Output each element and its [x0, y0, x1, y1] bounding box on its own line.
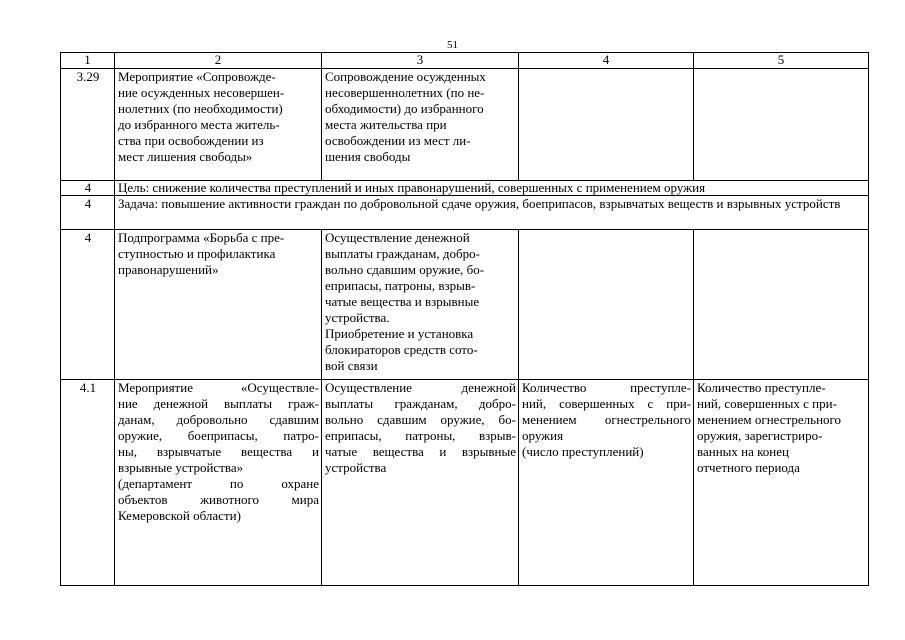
- indicator-cell: [519, 380, 694, 586]
- text-line: ступностью и профилактика: [118, 246, 276, 261]
- indicator-cell: [694, 69, 869, 181]
- text-line: отчетного периода: [697, 460, 800, 475]
- text-line: нолетних (по необходимости): [118, 101, 283, 116]
- text-line: Кемеровской области): [118, 508, 241, 523]
- table-row-program: [61, 230, 869, 380]
- text-line: Осуществление денежной: [325, 230, 470, 245]
- program-content-cell: [322, 230, 519, 380]
- header-cell-3: 3: [322, 53, 519, 69]
- measures-table: [60, 52, 869, 586]
- row-number: 4: [61, 196, 115, 230]
- header-cell-4: 4: [519, 53, 694, 69]
- goal-text: Цель: снижение количества преступлений и иных правонарушений, совершенных с применением оружия: [115, 181, 869, 196]
- text-line: устройства.: [325, 310, 390, 325]
- text-line: места жительства при: [325, 117, 447, 132]
- text-line: ние денежной выплаты граж-: [118, 396, 319, 411]
- text-line: ства при освобождении из: [118, 133, 264, 148]
- row-number: 4: [61, 230, 115, 380]
- text-line: Количество преступле-: [697, 380, 826, 395]
- text-line: взрывные устройства»: [118, 460, 244, 475]
- header-cell-2: 2: [115, 53, 322, 69]
- text-line: несовершеннолетних (по не-: [325, 85, 485, 100]
- text-line: еприпасы, патроны, взрыв-: [325, 428, 516, 443]
- text-line: ний, совершенных с при-: [697, 396, 837, 411]
- text-line: Количество преступле-: [522, 380, 691, 395]
- text-line: оружие, боеприпасы, патро-: [118, 428, 319, 443]
- measure-content-cell: [322, 380, 519, 586]
- text-line: ний, совершенных с при-: [522, 396, 691, 411]
- row-number: 4.1: [61, 380, 115, 586]
- text-line: объектов животного мира: [118, 492, 319, 507]
- table-row-task: [61, 196, 869, 230]
- indicator-cell: [519, 230, 694, 380]
- text-line: менением огнестрельного: [697, 412, 842, 427]
- table-row-goal: [61, 181, 869, 196]
- program-name-cell: [115, 230, 322, 380]
- text-line: (число преступлений): [522, 444, 644, 459]
- row-number: 3.29: [61, 69, 115, 181]
- task-text: Задача: повышение активности граждан по добровольной сдаче оружия, боеприпасов, взрывчатых веществ и взрывных устройств: [115, 196, 869, 230]
- text-line: выплаты гражданам, добро-: [325, 396, 516, 411]
- text-line: мест лишения свободы»: [118, 149, 253, 164]
- text-line: Мероприятие «Осуществле-: [118, 380, 319, 395]
- table-header-row: [61, 53, 869, 69]
- text-line: ны, взрывчатые вещества и: [118, 444, 319, 459]
- text-line: чатые вещества и взрывные: [325, 294, 480, 309]
- text-line: до избранного места житель-: [118, 117, 280, 132]
- text-line: Мероприятие «Сопровожде-: [118, 69, 276, 84]
- text-line: чатые вещества и взрывные: [325, 444, 516, 459]
- text-line: шения свободы: [325, 149, 411, 164]
- text-line: устройства: [325, 460, 387, 475]
- header-cell-1: 1: [61, 53, 115, 69]
- text-line: еприпасы, патроны, взрыв-: [325, 278, 476, 293]
- row-number: 4: [61, 181, 115, 196]
- measure-name-cell: [115, 69, 322, 181]
- text-line: (департамент по охране: [118, 476, 319, 491]
- text-line: Подпрограмма «Борьба с пре-: [118, 230, 285, 245]
- text-line: менением огнестрельного: [522, 412, 691, 427]
- indicator-cell: [694, 380, 869, 586]
- text-line: освобождении из мест ли-: [325, 133, 471, 148]
- text-line: Приобретение и установка: [325, 326, 474, 341]
- text-line: данам, добровольно сдавшим: [118, 412, 319, 427]
- measure-name-cell: [115, 380, 322, 586]
- text-line: обходимости) до избранного: [325, 101, 484, 116]
- text-line: оружия, зарегистриро-: [697, 428, 823, 443]
- text-line: ванных на конец: [697, 444, 789, 459]
- text-line: вольно сдавшим оружие, бо-: [325, 412, 516, 427]
- indicator-cell: [694, 230, 869, 380]
- measure-content-cell: [322, 69, 519, 181]
- header-cell-5: 5: [694, 53, 869, 69]
- table-row-4-1: [61, 380, 869, 586]
- text-line: ние осужденных несовершен-: [118, 85, 285, 100]
- page-number: 51: [447, 39, 458, 51]
- table-row-3-29: [61, 69, 869, 181]
- text-line: Сопровождение осужденных: [325, 69, 486, 84]
- text-line: блокираторов средств сото-: [325, 342, 478, 357]
- text-line: вольно сдавшим оружие, бо-: [325, 262, 485, 277]
- indicator-cell: [519, 69, 694, 181]
- text-line: выплаты гражданам, добро-: [325, 246, 480, 261]
- text-line: оружия: [522, 428, 564, 443]
- text-line: вой связи: [325, 358, 378, 373]
- text-line: Осуществление денежной: [325, 380, 516, 395]
- text-line: правонарушений»: [118, 262, 219, 277]
